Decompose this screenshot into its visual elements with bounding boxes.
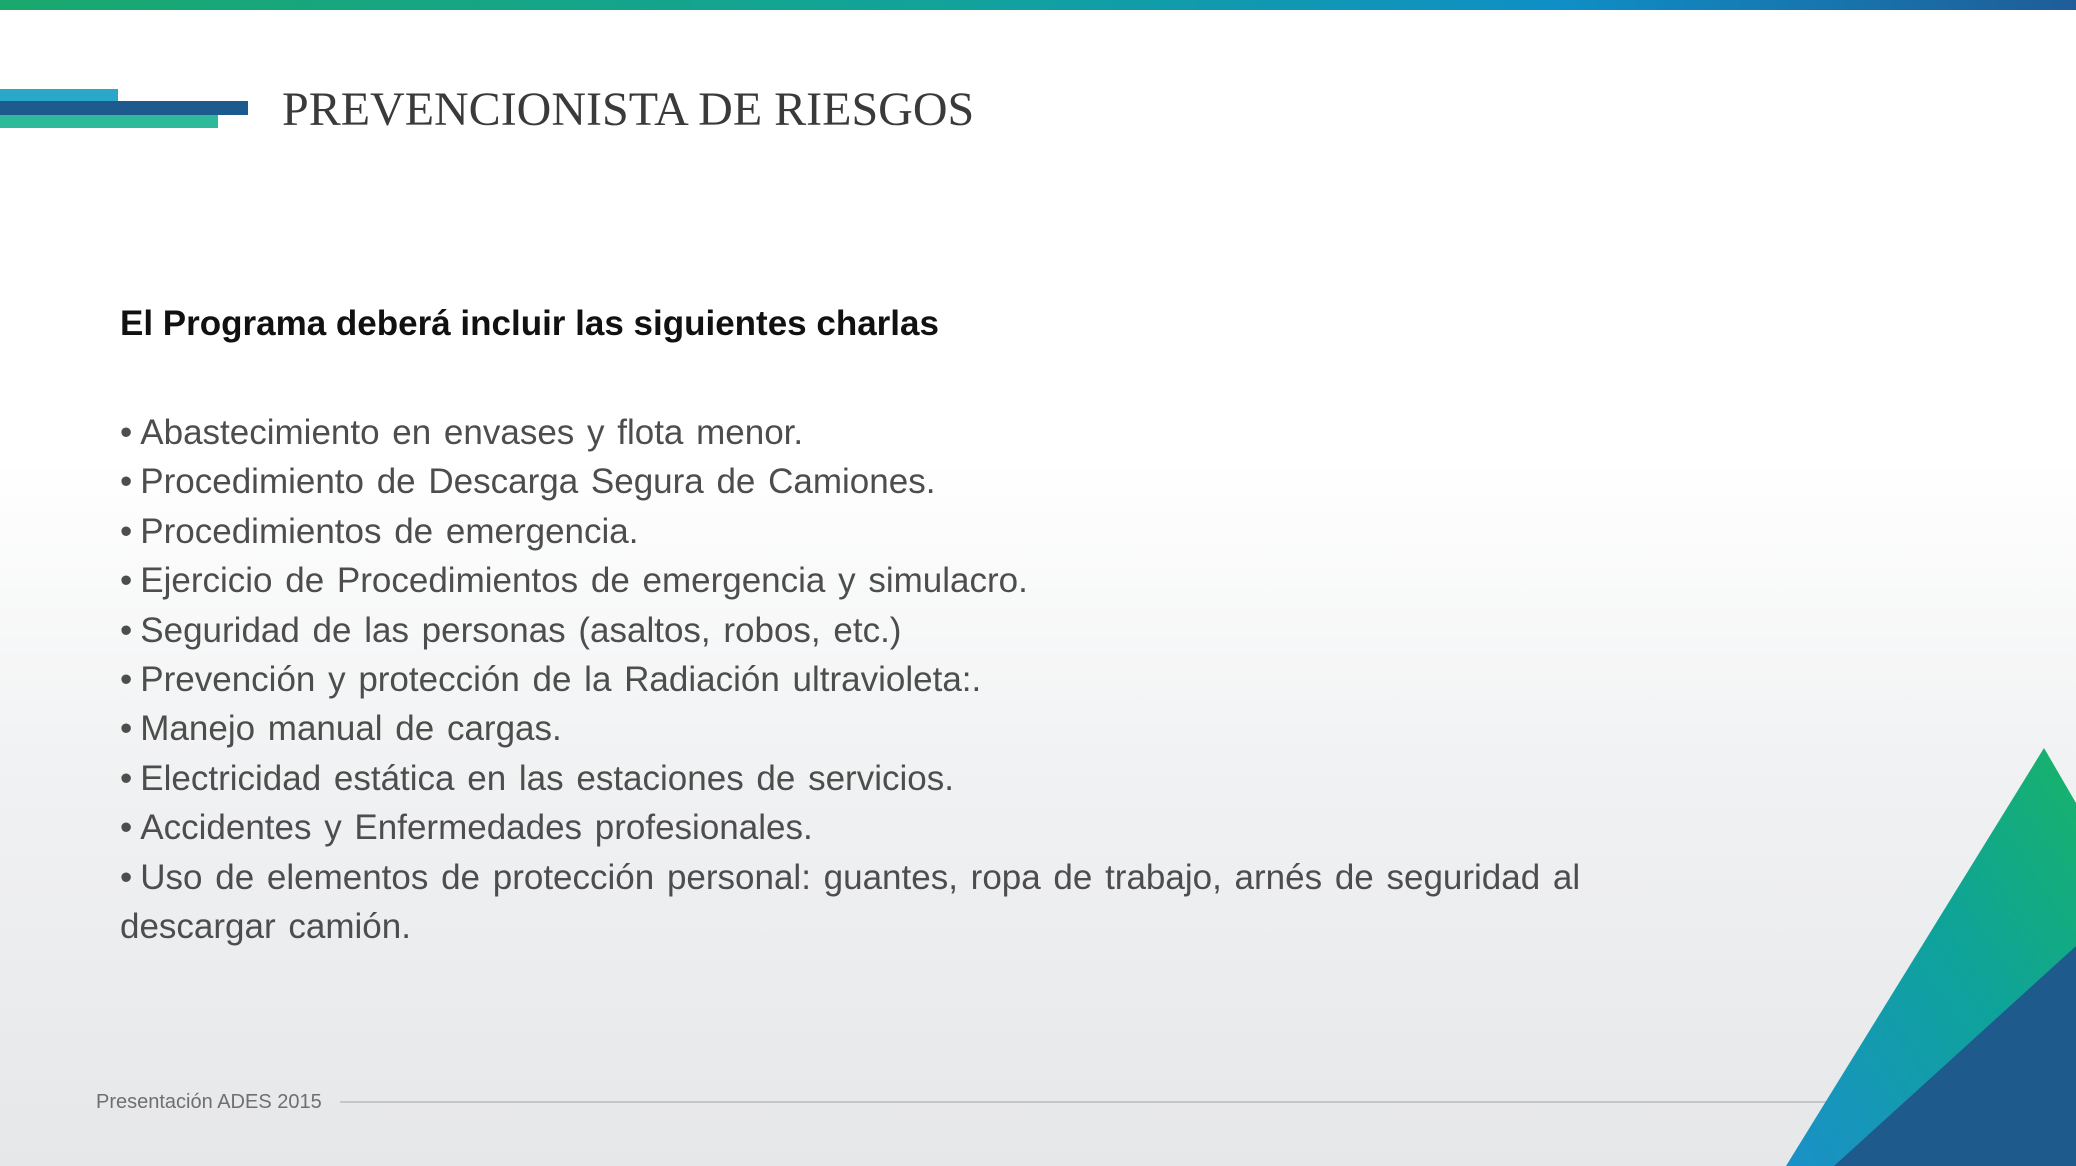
list-item-text: Seguridad de las personas (asaltos, robos, etc.) bbox=[140, 610, 902, 650]
bullet-icon: • bbox=[120, 610, 133, 650]
bullet-icon: • bbox=[120, 413, 133, 452]
list-item-text: Uso de elementos de protección personal: guantes, ropa de trabajo, arnés de seguridad al descargar camión. bbox=[120, 857, 1581, 947]
bullet-icon: • bbox=[120, 709, 133, 749]
slide-title: PREVENCIONISTA DE RIESGOS bbox=[282, 83, 975, 136]
list-item bbox=[120, 655, 1680, 704]
title-accent-stripe-teal bbox=[0, 115, 218, 128]
footer-divider bbox=[340, 1101, 1860, 1103]
list-item-text: Procedimientos de emergencia. bbox=[140, 511, 639, 551]
list-item-text: Electricidad estática en las estaciones de servicios. bbox=[140, 758, 954, 798]
list-item bbox=[120, 507, 1680, 556]
bullet-icon: • bbox=[120, 808, 133, 848]
bullet-icon: • bbox=[120, 857, 133, 897]
list-item-text: Manejo manual de cargas. bbox=[140, 709, 562, 749]
footer-label: Presentación ADES 2015 bbox=[96, 1091, 322, 1113]
list-item bbox=[120, 803, 1680, 852]
list-item-text: Ejercicio de Procedimientos de emergencia y simulacro. bbox=[140, 561, 1028, 601]
bullet-icon: • bbox=[120, 511, 133, 551]
list-item bbox=[120, 754, 1680, 803]
title-accent-stripe-light-blue bbox=[0, 89, 118, 101]
title-accent-stripe-navy bbox=[0, 101, 248, 115]
corner-triangle-decoration bbox=[1786, 748, 2076, 1166]
list-item-text: Accidentes y Enfermedades profesionales. bbox=[140, 808, 813, 848]
list-item-text: Procedimiento de Descarga Segura de Camiones. bbox=[140, 462, 936, 502]
top-accent-bar bbox=[0, 0, 2076, 10]
slide-subtitle: El Programa deberá incluir las siguientes charlas bbox=[120, 304, 939, 343]
bullet-icon: • bbox=[120, 758, 133, 798]
bullet-icon: • bbox=[120, 462, 133, 502]
list-item bbox=[120, 457, 1680, 506]
bullet-icon: • bbox=[120, 561, 133, 601]
list-item bbox=[120, 606, 1680, 655]
list-item-text: Prevención y protección de la Radiación ultravioleta:. bbox=[140, 660, 982, 700]
list-item bbox=[120, 704, 1680, 753]
list-item bbox=[120, 408, 1680, 457]
bullet-icon: • bbox=[120, 660, 133, 700]
talks-bullet-list bbox=[120, 408, 1680, 951]
list-item bbox=[120, 556, 1680, 605]
list-item bbox=[120, 853, 1680, 952]
list-item-text: Abastecimiento en envases y flota menor. bbox=[140, 413, 804, 452]
